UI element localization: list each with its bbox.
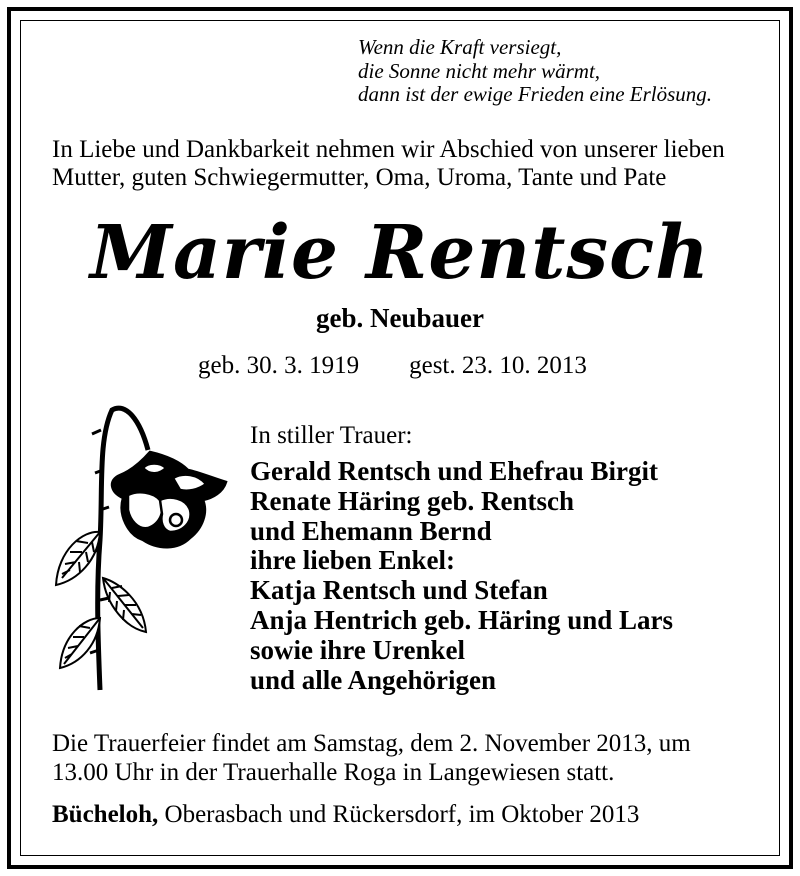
funeral-line: 13.00 Uhr in der Trauerhalle Roga in Langewiesen statt. — [52, 759, 615, 786]
maiden-name: geb. Neubauer — [316, 303, 484, 333]
funeral-line: Die Trauerfeier findet am Samstag, dem 2. November 2013, um — [52, 730, 691, 757]
place-primary: Bücheloh, — [52, 801, 159, 828]
motto-line: Wenn die Kraft versiegt, — [358, 35, 562, 59]
death-date: gest. 23. 10. 2013 — [409, 352, 587, 379]
mourner-line: Katja Rentsch und Stefan — [250, 575, 548, 606]
mourner-line: sowie ihre Urenkel — [250, 634, 465, 665]
place-rest: Oberasbach und Rückersdorf, im Oktober 2013 — [158, 801, 640, 828]
funeral-notice — [52, 729, 691, 787]
mourners-list — [250, 457, 673, 695]
mourner-line: ihre lieben Enkel: — [250, 545, 456, 576]
motto-line: die Sonne nicht mehr wärmt, — [358, 58, 601, 83]
intro-line: Mutter, guten Schwiegermutter, Oma, Uroma, Tante und Pate — [52, 164, 667, 191]
motto-verse — [358, 36, 712, 107]
intro-text — [52, 136, 725, 192]
motto-line: dann ist der ewige Frieden eine Erlösung. — [358, 82, 713, 106]
wilted-rose-icon — [48, 400, 238, 695]
mourner-line: Anja Hentrich geb. Häring und Lars — [250, 604, 674, 635]
intro-line: In Liebe und Dankbarkeit nehmen wir Abschied von unserer lieben — [52, 136, 725, 163]
mourner-line: und Ehemann Bernd — [250, 515, 492, 546]
birth-date: geb. 30. 3. 1919 — [198, 352, 360, 379]
mourner-line: Gerald Rentsch und Ehefrau Birgit — [250, 456, 659, 486]
deceased-name: Marie Rentsch — [90, 210, 710, 296]
mourner-line: und alle Angehörigen — [250, 664, 497, 695]
life-dates — [198, 352, 587, 380]
mourner-line: Renate Häring geb. Rentsch — [250, 485, 574, 516]
mourning-intro: In stiller Trauer: — [250, 422, 413, 449]
place-and-date — [52, 801, 639, 829]
